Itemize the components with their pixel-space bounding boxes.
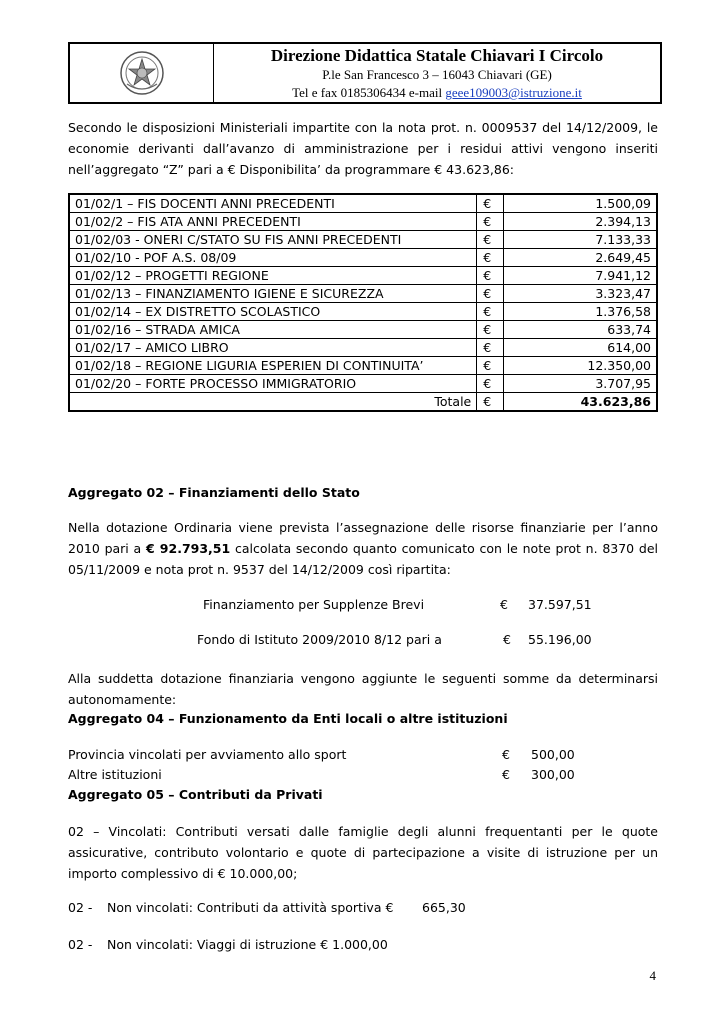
row-amount: 633,74	[503, 321, 657, 339]
row-amount: 7.941,12	[503, 267, 657, 285]
row-description: 01/02/10 - POF A.S. 08/09	[69, 249, 477, 267]
total-currency: €	[477, 393, 503, 412]
finance-item-amount: 37.597,51	[528, 597, 592, 612]
row-description: 01/02/2 – FIS ATA ANNI PRECEDENTI	[69, 213, 477, 231]
contact-prefix: Tel e fax 0185306434 e-mail	[292, 85, 443, 100]
finance-item-currency: €	[500, 597, 508, 612]
row-description: 01/02/16 – STRADA AMICA	[69, 321, 477, 339]
finance-item-label: Fondo di Istituto 2009/2010 8/12 pari a	[197, 632, 442, 647]
school-contact	[214, 84, 660, 102]
finance-item-label: Finanziamento per Supplenze Brevi	[203, 597, 425, 612]
school-address: P.le San Francesco 3 – 16043 Chiavari (GE)	[322, 67, 552, 82]
row-amount: 12.350,00	[503, 357, 657, 375]
table-row	[69, 357, 657, 375]
aggregato04-item-label: Provincia vincolati per avviamento allo sport	[68, 747, 347, 762]
row-amount: 3.323,47	[503, 285, 657, 303]
nonvincolati-amount: 665,30	[422, 900, 466, 915]
row-amount: 1.500,09	[503, 194, 657, 213]
row-currency: €	[477, 285, 503, 303]
table-row	[69, 249, 657, 267]
row-description: 01/02/1 – FIS DOCENTI ANNI PRECEDENTI	[69, 194, 477, 213]
school-title: Direzione Didattica Statale Chiavari I Circolo	[270, 46, 604, 65]
row-amount: 3.707,95	[503, 375, 657, 393]
aggregato04-item-amount: 300,00	[531, 767, 575, 782]
row-currency: €	[477, 194, 503, 213]
table-row	[69, 231, 657, 249]
row-currency: €	[477, 231, 503, 249]
row-currency: €	[477, 321, 503, 339]
row-currency: €	[477, 339, 503, 357]
row-description: 01/02/12 – PROGETTI REGIONE	[69, 267, 477, 285]
row-description: 01/02/03 - ONERI C/STATO SU FIS ANNI PRECEDENTI	[69, 231, 477, 249]
row-amount: 2.649,45	[503, 249, 657, 267]
nonvincolati-label: Non vincolati: Viaggi di istruzione € 1.000,00	[107, 937, 388, 952]
table-row	[69, 267, 657, 285]
row-amount: 1.376,58	[503, 303, 657, 321]
table-row	[69, 303, 657, 321]
aggregato02-heading: Aggregato 02 – Finanziamenti dello Stato	[68, 485, 360, 500]
finance-item-currency: €	[503, 632, 511, 647]
row-amount: 7.133,33	[503, 231, 657, 249]
row-description: 01/02/20 – FORTE PROCESSO IMMIGRATORIO	[69, 375, 477, 393]
aggregato04-item-label: Altre istituzioni	[68, 767, 162, 782]
aggregato04-item-amount: 500,00	[531, 747, 575, 762]
row-currency: €	[477, 267, 503, 285]
letterhead	[68, 42, 662, 104]
row-currency: €	[477, 357, 503, 375]
email-link[interactable]: geee109003@istruzione.it	[445, 85, 582, 100]
total-amount: 43.623,86	[503, 393, 657, 412]
aggregato04-item-currency: €	[502, 747, 510, 762]
aggregato02-text-after: calcolata secondo quanto comunicato con le note prot n. 8370 del 05/11/2009 e nota prot n. 9537 del 14/12/2009 così ripartita:	[68, 541, 658, 577]
table-row	[69, 375, 657, 393]
table-row	[69, 321, 657, 339]
letterhead-text	[214, 44, 660, 102]
total-row	[69, 393, 657, 412]
row-currency: €	[477, 375, 503, 393]
table-row	[69, 339, 657, 357]
aggregato05-heading: Aggregato 05 – Contributi da Privati	[68, 787, 323, 802]
seal-cell	[70, 44, 214, 102]
aggregato02-text-before: Nella dotazione Ordinaria viene prevista l’assegnazione delle risorse finanziarie per l’anno 2010 pari a	[68, 520, 658, 556]
nonvincolati-label: Non vincolati: Contributi da attività sportiva €	[107, 900, 394, 915]
intro-paragraph: Secondo le disposizioni Ministeriali impartite con la nota prot. n. 0009537 del 14/12/2009, le economie derivanti dall’avanzo di amministrazione per i residui attivi vengono inseriti nell’aggregato “Z” pari a € Disponibilita’ da programmare € 43.623,86:	[68, 120, 658, 177]
row-description: 01/02/14 – EX DISTRETTO SCOLASTICO	[69, 303, 477, 321]
nonvincolati-prefix: 02 -	[68, 937, 93, 952]
residui-table	[68, 193, 658, 412]
table-row	[69, 213, 657, 231]
aggregato04-heading: Aggregato 04 – Funzionamento da Enti locali o altre istituzioni	[68, 711, 508, 726]
row-amount: 614,00	[503, 339, 657, 357]
aggregato02-paragraph	[68, 517, 658, 580]
table-row	[69, 194, 657, 213]
page-number: 4	[649, 968, 656, 983]
additional-paragraph: Alla suddetta dotazione finanziaria vengono aggiunte le seguenti somme da determinarsi autonomamente:	[68, 671, 658, 707]
row-currency: €	[477, 249, 503, 267]
total-label: Totale	[69, 393, 477, 412]
row-currency: €	[477, 303, 503, 321]
row-description: 01/02/17 – AMICO LIBRO	[69, 339, 477, 357]
row-description: 01/02/18 – REGIONE LIGURIA ESPERIEN DI CONTINUITA’	[69, 357, 477, 375]
nonvincolati-prefix: 02 -	[68, 900, 93, 915]
finance-item-amount: 55.196,00	[528, 632, 592, 647]
row-currency: €	[477, 213, 503, 231]
aggregato02-amount: € 92.793,51	[145, 541, 231, 556]
table-row	[69, 285, 657, 303]
aggregato04-item-currency: €	[502, 767, 510, 782]
italian-emblem-icon	[119, 50, 165, 96]
row-amount: 2.394,13	[503, 213, 657, 231]
row-description: 01/02/13 – FINANZIAMENTO IGIENE E SICUREZZA	[69, 285, 477, 303]
vincolati-paragraph: 02 – Vincolati: Contributi versati dalle famiglie degli alunni frequentanti per le quote assicurative, contributo volontario e quote di partecipazione a visite di istruzione per un importo complessivo di € 10.000,00;	[68, 824, 658, 881]
